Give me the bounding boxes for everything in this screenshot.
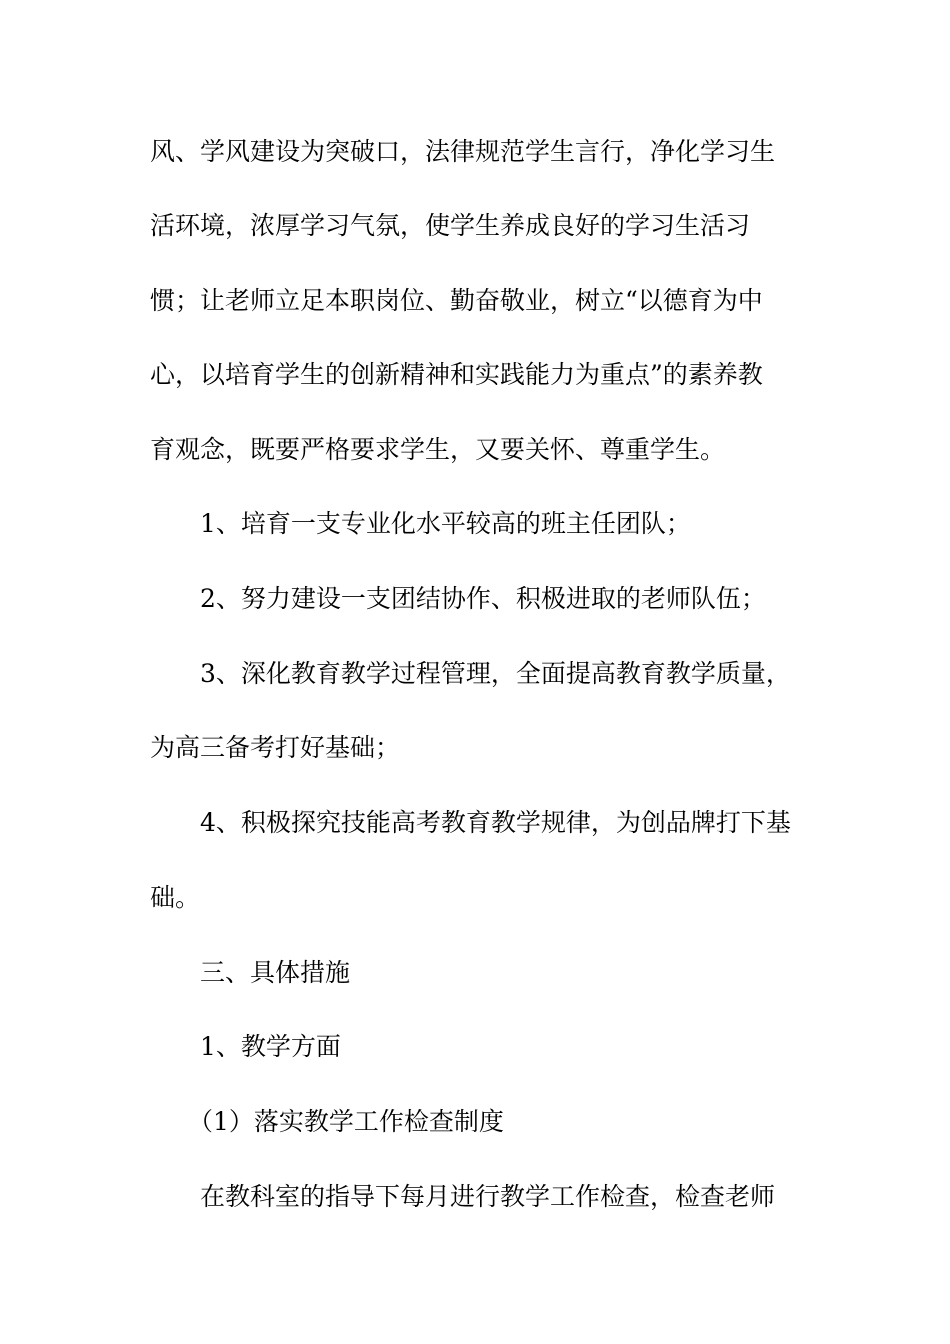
subsection-heading: 1、教学方面 — [200, 1032, 341, 1061]
list-item-1: 1、培育一支专业化水平较高的班主任团队； — [200, 509, 691, 538]
paragraph-line-2: 活环境，浓厚学习气氛，使学生养成良好的学习生活习 — [150, 211, 751, 240]
body-text-line: 在教科室的指导下每月进行教学工作检查，检查老师 — [200, 1182, 776, 1211]
section-heading: 三、具体措施 — [200, 958, 351, 987]
list-item-2: 2、努力建设一支团结协作、积极进取的老师队伍； — [200, 584, 766, 613]
list-item-3: 3、深化教育教学过程管理，全面提高教育教学质量， — [200, 659, 791, 688]
paragraph-line-4: 心，以培育学生的创新精神和实践能力为重点”的素养教 — [150, 360, 763, 389]
list-item-3-continuation: 为高三备考打好基础； — [150, 733, 401, 762]
sub-subsection-heading: （1）落实教学工作检查制度 — [188, 1107, 504, 1136]
list-item-4: 4、积极探究技能高考教育教学规律，为创品牌打下基 — [200, 808, 791, 837]
paragraph-line-1: 风、学风建设为突破口，法律规范学生言行，净化学习生 — [150, 137, 776, 166]
paragraph-line-3: 惯；让老师立足本职岗位、勤奋敬业，树立“以德育为中 — [150, 286, 763, 315]
list-item-4-continuation: 础。 — [150, 883, 201, 912]
paragraph-line-5: 育观念，既要严格要求学生，又要关怀、尊重学生。 — [150, 435, 726, 464]
